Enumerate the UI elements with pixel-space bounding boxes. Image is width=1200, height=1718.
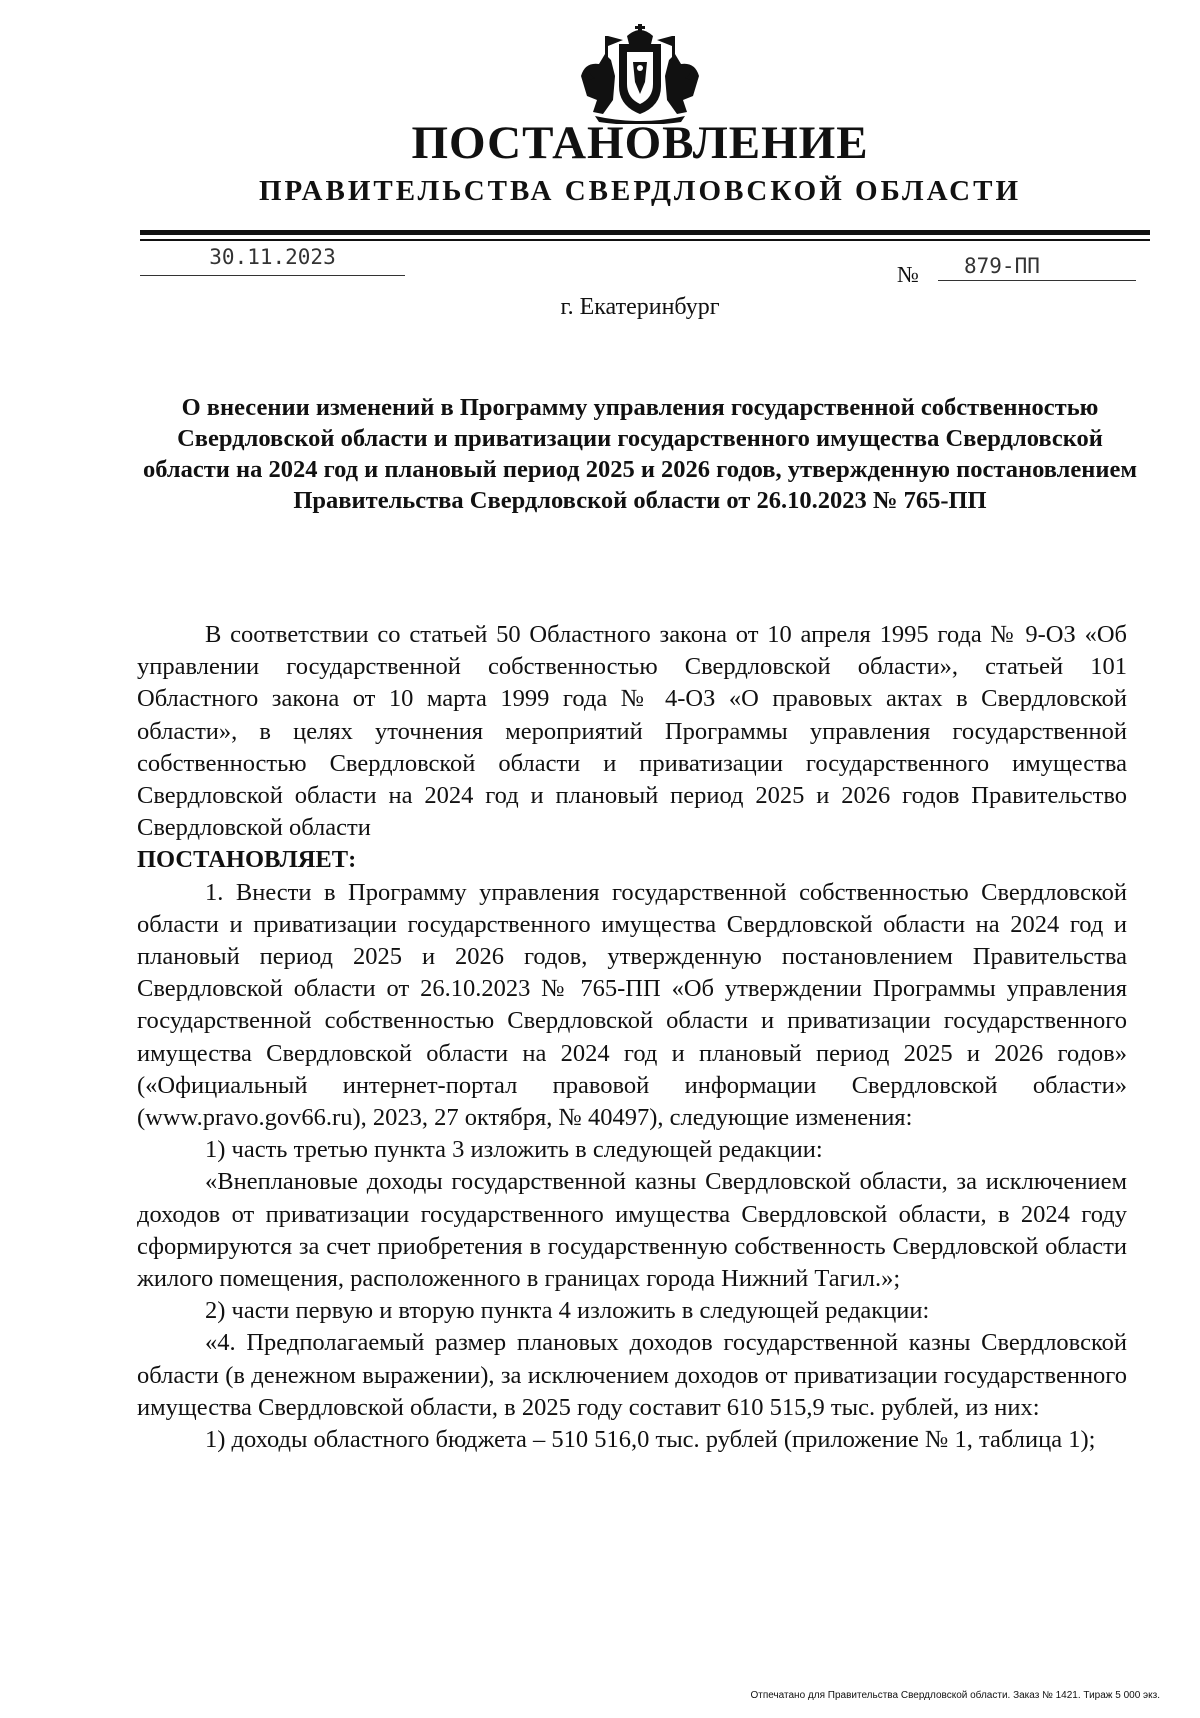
quote-1-paragraph: «Внеплановые доходы государственной казны Свердловской области, за исключением доходов от приватизации государственного имущества Свердловской области, в 2024 году сформируются за счет приобретения в государственную собственность Свердловской области жилого помещения, расположенного в границах города Нижний Тагил.»; — [137, 1168, 1127, 1293]
document-body — [137, 619, 1127, 1456]
coat-of-arms-icon — [575, 22, 705, 124]
document-date: 30.11.2023 — [140, 245, 405, 276]
document-title: О внесении изменений в Программу управления государственной собственностью Свердловской области и приватизации государственного имущества Свердловской области на 2024 год и плановый период 2025 и 2026 годов, утвержденную постановлением Правительства Свердловской области от 26.10.2023 № 765-ПП — [142, 394, 1138, 514]
subitem-2-paragraph: 2) части первую и вторую пункта 4 изложить в следующей редакции: — [205, 1297, 930, 1325]
header-rule-thin — [140, 239, 1150, 241]
document-city: г. Екатеринбург — [560, 294, 720, 320]
issuer-heading: ПРАВИТЕЛЬСТВА СВЕРДЛОВСКОЙ ОБЛАСТИ — [258, 175, 1022, 207]
number-sign: № — [897, 262, 919, 287]
preamble-paragraph: В соответствии со статьей 50 Областного закона от 10 апреля 1995 года № 9-ОЗ «Об управлении государственной собственностью Свердловской области», статьей 101 Областного закона от 10 марта 1999 года № 4-ОЗ «О правовых актах в Свердловской области», в целях уточнения мероприятий Программы управления государственной собственностью Свердловской области и приватизации государственного имущества Свердловской области на 2024 год и плановый период 2025 и 2026 годов Правительство Свердловской области — [137, 621, 1127, 842]
resolves-heading: ПОСТАНОВЛЯЕТ: — [137, 846, 357, 874]
document-number: 879-ПП — [938, 254, 1136, 281]
document-type-heading: ПОСТАНОВЛЕНИЕ — [411, 117, 869, 169]
subitem-1-paragraph: 1) часть третью пункта 3 изложить в следующей редакции: — [205, 1136, 823, 1164]
subitem-3-paragraph: 1) доходы областного бюджета – 510 516,0 тыс. рублей (приложение № 1, таблица 1); — [205, 1426, 1096, 1454]
item-1-paragraph: 1. Внести в Программу управления государственной собственностью Свердловской области и приватизации государственного имущества Свердловской области на 2024 год и плановый период 2025 и 2026 годов, утвержденную постановлением Правительства Свердловской области от 26.10.2023 № 765-ПП «Об утверждении Программы управления государственной собственностью Свердловской области и приватизации государственного имущества Свердловской области на 2024 год и плановый период 2025 и 2026 годов» («Официальный интернет-портал правовой информации Свердловской области» (www.pravo.gov66.ru), 2023, 27 октября, № 40497), следующие изменения: — [137, 878, 1127, 1132]
quote-2-paragraph: «4. Предполагаемый размер плановых доходов государственной казны Свердловской области (в денежном выражении), за исключением доходов от приватизации государственного имущества Свердловской области, в 2025 году составит 610 515,9 тыс. рублей, из них: — [137, 1329, 1127, 1421]
print-footer: Отпечатано для Правительства Свердловской области. Заказ № 1421. Тираж 5 000 экз. — [750, 1690, 1160, 1701]
header-rule-thick — [140, 230, 1150, 235]
